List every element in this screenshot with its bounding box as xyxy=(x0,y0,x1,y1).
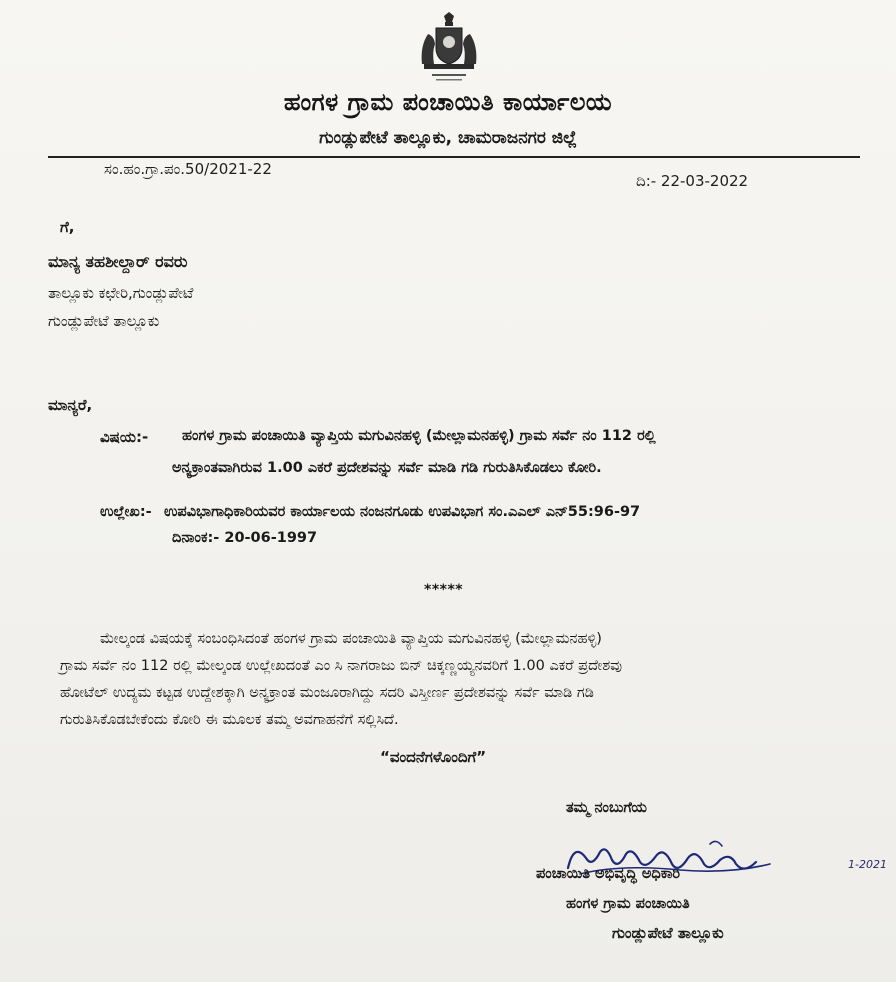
body-line: ಮೇಲ್ಕಂಡ ವಿಷಯಕ್ಕೆ ಸಂಬಂಧಿಸಿದಂತೆ ಹಂಗಳ ಗ್ರಾಮ ಪಂಚಾಯಿತಿ ವ್ಯಾಪ್ತಿಯ ಮಗುವಿನಹಳ್ಳಿ (ಮೇಲ್ಲಾಮನಹಳ್ಳಿ) xyxy=(100,631,602,647)
reference-text: ಉಪವಿಭಾಗಾಧಿಕಾರಿಯವರ ಕಾರ್ಯಾಲಯ ನಂಜನಗೂಡು ಉಪವಿಭಾಗ ಸಂ.ಎಎಲ್ ಎನ್55:96-97 xyxy=(164,504,641,520)
reference-date: ದಿನಾಂಕ:- 20-06-1997 xyxy=(172,530,318,546)
letter-date: ದಿ:- 22-03-2022 xyxy=(636,172,749,190)
office-title: ಹಂಗಳ ಗ್ರಾಮ ಪಂಚಾಯಿತಿ ಕಾರ್ಯಾಲಯ xyxy=(283,88,613,116)
section-separator: ***** xyxy=(424,582,464,598)
signatory-designation: ಪಂಚಾಯಿತಿ ಅಭಿವೃದ್ಧಿ ಅಧಿಕಾರಿ xyxy=(536,866,681,882)
subject-line-1: ಹಂಗಳ ಗ್ರಾಮ ಪಂಚಾಯಿತಿ ವ್ಯಾಪ್ತಿಯ ಮಗುವಿನಹಳ್ಳಿ (ಮೇಲ್ಲಾಮನಹಳ್ಳಿ) ಗ್ರಾಮ ಸರ್ವೆ ನಂ 112 ರಲ್ಲಿ xyxy=(182,428,656,444)
signature-date-note: 1-2021 xyxy=(848,858,887,871)
recipient-address-line1: ತಾಲ್ಲೂಕು ಕಛೇರಿ,ಗುಂಡ್ಲುಪೇಟೆ xyxy=(48,284,194,302)
salutation: ಮಾನ್ಯರೆ, xyxy=(48,396,93,414)
subject-line-2: ಅನ್ಯಕ್ರಾಂತವಾಗಿರುವ 1.00 ಎಕರೆ ಪ್ರದೇಶವನ್ನು ಸರ್ವೆ ಮಾಡಿ ಗಡಿ ಗುರುತಿಸಿಕೊಡಲು ಕೋರಿ. xyxy=(172,460,602,476)
yours-faithfully: ತಮ್ಮ ನಂಬುಗೆಯ xyxy=(566,800,647,816)
office-subtitle: ಗುಂಡ್ಲುಪೇಟೆ ತಾಲ್ಲೂಕು, ಚಾಮರಾಜನಗರ ಜಿಲ್ಲೆ xyxy=(319,128,577,148)
to-label: ಗೆ, xyxy=(60,218,75,236)
body-line: ಗ್ರಾಮ ಸರ್ವೆ ನಂ 112 ರಲ್ಲಿ ಮೇಲ್ಕಂಡ ಉಲ್ಲೇಖದಂತೆ ಎಂ ಸಿ ನಾಗರಾಜು ಬಿನ್ ಚಿಕ್ಕಣ್ಣಯ್ಯನವರಿಗೆ 1.00 ಎಕರೆ ಪ್ರದೇಶವು xyxy=(60,658,622,674)
karnataka-emblem-icon xyxy=(414,12,484,84)
body-paragraph xyxy=(60,626,832,734)
recipient-name: ಮಾನ್ಯ ತಹಶೀಲ್ದಾರ್ ರವರು xyxy=(48,252,188,271)
reference-number: ಸಂ.ಹಂ.ಗ್ರಾ.ಪಂ.50/2021-22 xyxy=(104,160,272,178)
body-line: ಹೋಟೆಲ್ ಉದ್ಯಮ ಕಟ್ಟಡ ಉದ್ದೇಶಕ್ಕಾಗಿ ಅನ್ಯಕ್ರಾಂತ ಮಂಜೂರಾಗಿದ್ದು ಸದರಿ ವಿಸ್ತೀರ್ಣ ಪ್ರದೇಶವನ್ನು ಸರ್ವೆ ಮಾಡಿ ಗಡಿ xyxy=(60,685,594,701)
subject-label: ವಿಷಯ:- xyxy=(100,428,149,446)
reference-label: ಉಲ್ಲೇಖ:- xyxy=(100,504,152,520)
signatory-office: ಹಂಗಳ ಗ್ರಾಮ ಪಂಚಾಯಿತಿ xyxy=(566,896,690,912)
closing-phrase: “ವಂದನೆಗಳೊಂದಿಗೆ” xyxy=(380,748,487,766)
header-divider xyxy=(48,156,860,158)
recipient-address-line2: ಗುಂಡ್ಲುಪೇಟೆ ತಾಲ್ಲೂಕು xyxy=(48,312,160,330)
signatory-taluk: ಗುಂಡ್ಲುಪೇಟೆ ತಾಲ್ಲೂಕು xyxy=(612,924,724,942)
body-line: ಗುರುತಿಸಿಕೊಡಬೇಕೆಂದು ಕೋರಿ ಈ ಮೂಲಕ ತಮ್ಮ ಅವಗಾಹನೆಗೆ ಸಲ್ಲಿಸಿದೆ. xyxy=(60,712,399,728)
